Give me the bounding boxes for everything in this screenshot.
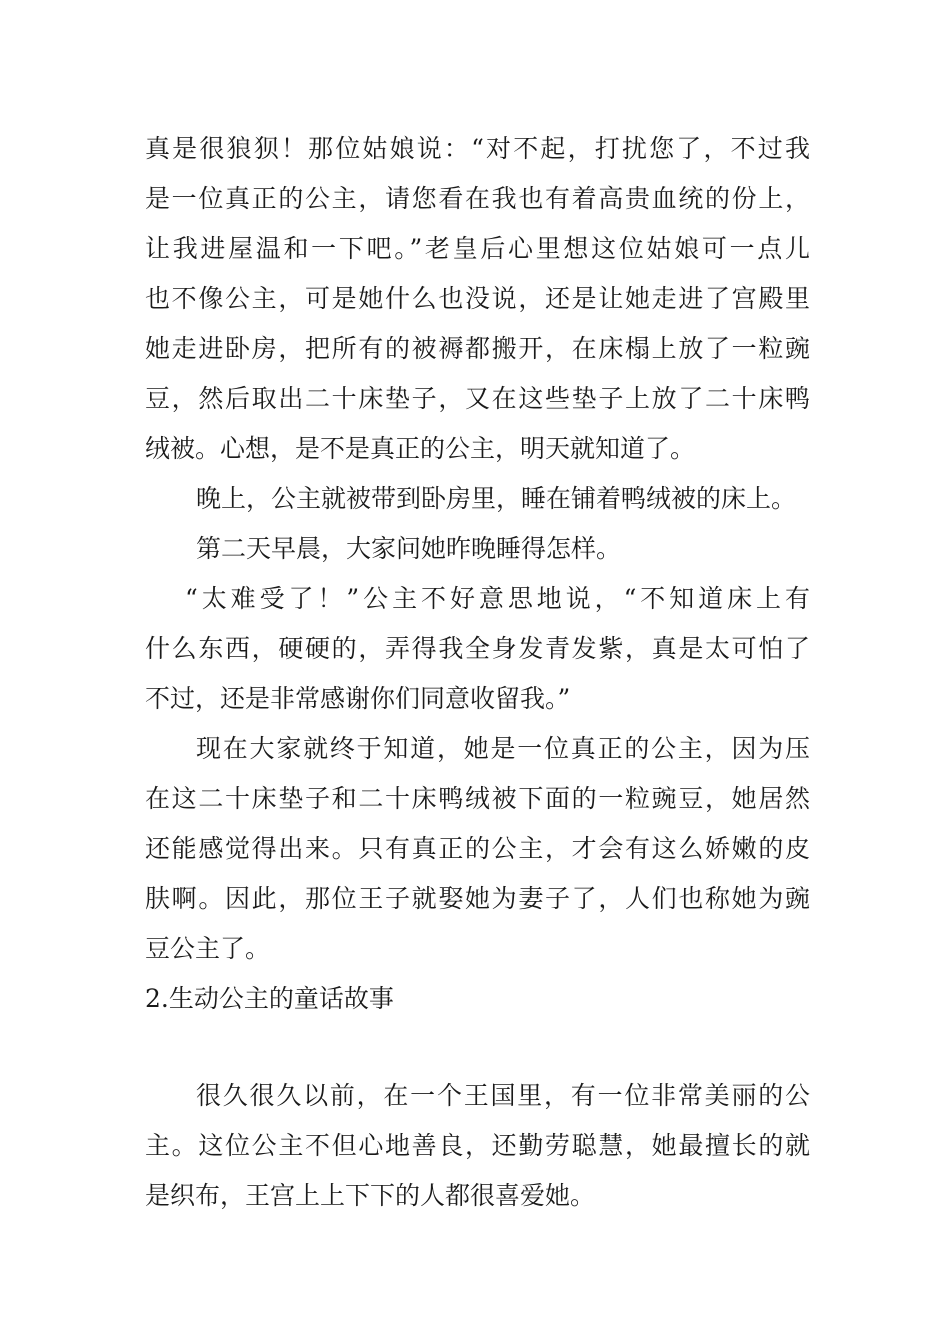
paragraph-line: 肤啊。因此，那位王子就娶她为妻子了，人们也称她为豌: [145, 884, 810, 913]
paragraph-line: 还能感觉得出来。只有真正的公主，才会有这么娇嫩的皮: [145, 834, 810, 863]
paragraph-line: 不过，还是非常感谢你们同意收留我。”: [145, 684, 571, 713]
paragraph-line: “太难受了！”公主不好意思地说，“不知道床上有: [185, 584, 810, 613]
section-heading: 2.生动公主的童话故事: [145, 984, 394, 1013]
paragraph-line: 是一位真正的公主，请您看在我也有着高贵血统的份上，: [145, 184, 810, 213]
paragraph-line: 真是很狼狈！那位姑娘说：“对不起，打扰您了，不过我: [145, 134, 810, 163]
paragraph-line: 豆，然后取出二十床垫子，又在这些垫子上放了二十床鸭: [145, 384, 810, 413]
paragraph-line: 现在大家就终于知道，她是一位真正的公主，因为压: [196, 734, 810, 763]
paragraph-line: 也不像公主，可是她什么也没说，还是让她走进了宫殿里: [145, 284, 810, 313]
paragraph-line: 在这二十床垫子和二十床鸭绒被下面的一粒豌豆，她居然: [145, 784, 810, 813]
paragraph-line: 第二天早晨，大家问她昨晚睡得怎样。: [196, 534, 622, 563]
paragraph-line: 豆公主了。: [145, 934, 271, 963]
paragraph-line: 她走进卧房，把所有的被褥都搬开，在床榻上放了一粒豌: [145, 334, 810, 363]
paragraph-line: 什么东西，硬硬的，弄得我全身发青发紫，真是太可怕了: [145, 634, 810, 663]
paragraph-line: 让我进屋温和一下吧。”老皇后心里想这位姑娘可一点儿: [145, 234, 810, 263]
paragraph-line: 晚上，公主就被带到卧房里，睡在铺着鸭绒被的床上。: [196, 484, 797, 513]
paragraph-line: 绒被。心想，是不是真正的公主，明天就知道了。: [145, 434, 696, 463]
paragraph-line: 很久很久以前，在一个王国里，有一位非常美丽的公: [196, 1081, 810, 1110]
paragraph-line: 是织布，王宫上上下下的人都很喜爱她。: [145, 1181, 596, 1210]
paragraph-line: 主。这位公主不但心地善良，还勤劳聪慧，她最擅长的就: [145, 1131, 810, 1160]
